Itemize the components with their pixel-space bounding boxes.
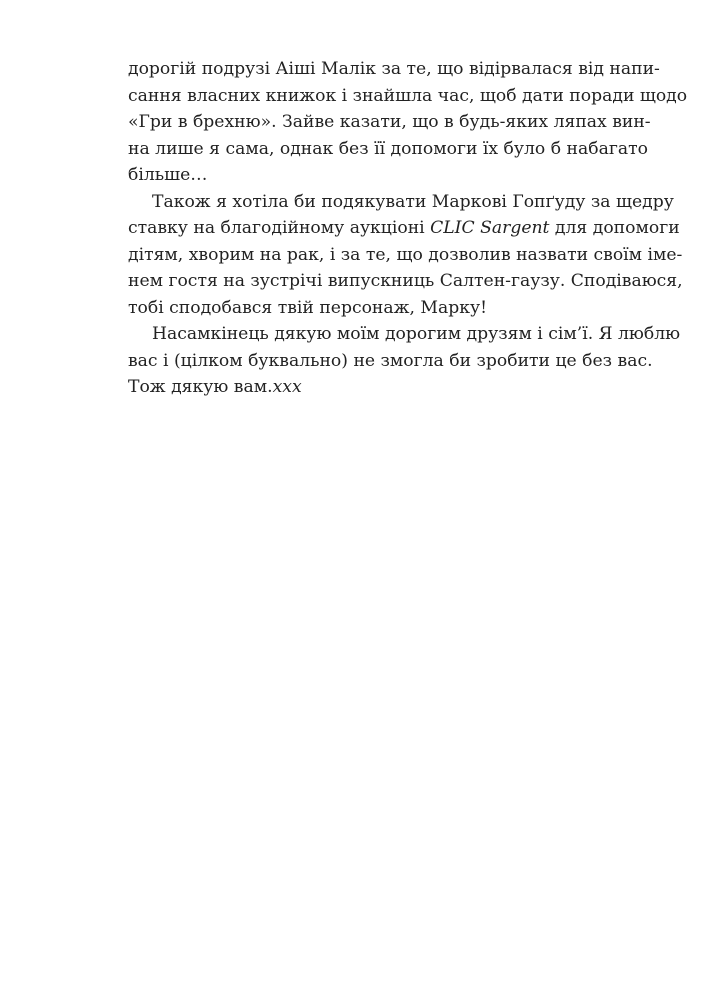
text-line: Насамкінець дякую моїм дорогим друзям і сім’ї. Я люблю bbox=[152, 324, 681, 344]
text-line: сання власних книжок і знайшла час, щоб дати поради щодо bbox=[128, 85, 688, 106]
text-fragment: ставку на благодійному аукціоні bbox=[128, 218, 431, 238]
text-fragment: для допомоги bbox=[549, 218, 680, 238]
text-line: нем гостя на зустрічі випускниць Салтен-гаузу. Сподіваюся, bbox=[128, 271, 683, 291]
text-line: вас і (цілком буквально) не змогла би зробити це без вас. bbox=[128, 350, 653, 371]
text-line: тобі сподобався твій персонаж, Марку! bbox=[128, 297, 487, 318]
text-line bbox=[128, 374, 640, 401]
text-line: «Гри в брехню». Зайве казати, що в будь-яких ляпах вин- bbox=[128, 112, 651, 132]
text-line: дітям, хворим на рак, і за те, що дозволив назвати своїм іме- bbox=[128, 244, 683, 265]
text-line: на лише я сама, однак без її допомоги їх було б набагато bbox=[128, 138, 648, 159]
text-line: більше… bbox=[128, 165, 208, 185]
acknowledgements-text bbox=[128, 56, 688, 401]
text-line bbox=[128, 215, 680, 242]
charity-name: CLIC Sargent bbox=[430, 218, 550, 238]
text-line: Також я хотіла би подякувати Маркові Гопґуду за щедру bbox=[152, 191, 674, 212]
text-fragment: Тож дякую вам. bbox=[128, 377, 273, 397]
text-line: дорогій подрузі Аіші Малік за те, що відірвалася від напи- bbox=[128, 59, 660, 79]
kisses-sign-off: xxx bbox=[272, 377, 302, 397]
